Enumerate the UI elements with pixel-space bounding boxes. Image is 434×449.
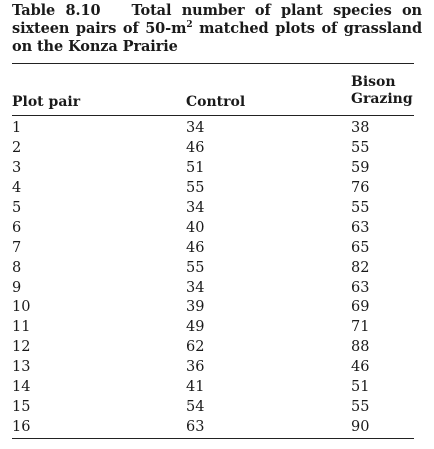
cell-control: 39	[186, 299, 205, 316]
cell-bison-grazing: 59	[351, 159, 370, 176]
cell-plot-pair: 4	[12, 179, 22, 196]
cell-plot-pair: 11	[12, 319, 31, 336]
cell-control: 34	[186, 199, 205, 216]
cell-bison-grazing: 63	[351, 219, 370, 236]
cell-control: 40	[186, 219, 205, 236]
cell-control: 34	[186, 279, 205, 296]
cell-control: 62	[186, 339, 205, 356]
cell-control: 46	[186, 239, 205, 256]
table-row	[12, 199, 414, 219]
header-bison-grazing	[351, 74, 413, 108]
cell-plot-pair: 5	[12, 199, 22, 216]
cell-bison-grazing: 55	[351, 399, 370, 416]
header-bison-line1: Bison	[351, 74, 396, 90]
cell-control: 55	[186, 259, 205, 276]
cell-bison-grazing: 69	[351, 299, 370, 316]
cell-plot-pair: 3	[12, 159, 22, 176]
cell-plot-pair: 16	[12, 419, 31, 436]
cell-plot-pair: 15	[12, 399, 31, 416]
cell-control: 55	[186, 179, 205, 196]
cell-bison-grazing: 51	[351, 379, 370, 396]
table-row	[12, 358, 414, 378]
cell-bison-grazing: 46	[351, 359, 370, 376]
header-plot-pair: Plot pair	[12, 94, 81, 110]
cell-control: 46	[186, 139, 205, 156]
table-row	[12, 418, 414, 438]
cell-plot-pair: 9	[12, 279, 22, 296]
table-row	[12, 239, 414, 259]
cell-control: 41	[186, 379, 205, 396]
cell-bison-grazing: 38	[351, 120, 370, 136]
cell-bison-grazing: 88	[351, 339, 370, 356]
cell-bison-grazing: 76	[351, 179, 370, 196]
top-rule	[12, 63, 414, 64]
cell-plot-pair: 2	[12, 139, 22, 156]
cell-plot-pair: 6	[12, 219, 22, 236]
table-body	[12, 119, 414, 438]
table-row	[12, 219, 414, 239]
cell-bison-grazing: 65	[351, 239, 370, 256]
table-row	[12, 259, 414, 279]
bottom-rule	[12, 438, 414, 439]
cell-bison-grazing: 63	[351, 279, 370, 296]
cell-plot-pair: 8	[12, 259, 22, 276]
cell-control: 51	[186, 159, 205, 176]
table-row	[12, 159, 414, 179]
cell-bison-grazing: 55	[351, 199, 370, 216]
table-row	[12, 279, 414, 299]
cell-control: 49	[186, 319, 205, 336]
table-row	[12, 119, 414, 139]
table-row	[12, 139, 414, 159]
table-row	[12, 298, 414, 318]
cell-plot-pair: 13	[12, 359, 31, 376]
cell-bison-grazing: 82	[351, 259, 370, 276]
cell-control: 34	[186, 120, 205, 136]
caption-text: Total number of plant species on sixteen pairs of 50-m	[12, 2, 422, 37]
cell-plot-pair: 12	[12, 339, 31, 356]
table-number: Table 8.10	[12, 2, 101, 19]
table-row	[12, 338, 414, 358]
table-row	[12, 398, 414, 418]
header-bison-line2: Grazing	[351, 91, 413, 107]
cell-control: 63	[186, 419, 205, 436]
header-control: Control	[186, 94, 246, 110]
cell-bison-grazing: 71	[351, 319, 370, 336]
table-caption	[12, 2, 422, 56]
cell-plot-pair: 14	[12, 379, 31, 396]
table-row	[12, 318, 414, 338]
cell-plot-pair: 7	[12, 239, 22, 256]
cell-bison-grazing: 55	[351, 139, 370, 156]
header-rule	[12, 115, 414, 116]
table-row	[12, 179, 414, 199]
caption-superscript: 2	[186, 20, 193, 31]
caption-suffix: matched plots of grassland on the Konza Prairie	[12, 20, 422, 55]
cell-control: 54	[186, 399, 205, 416]
cell-plot-pair: 10	[12, 299, 31, 316]
table-row	[12, 378, 414, 398]
cell-bison-grazing: 90	[351, 419, 370, 436]
cell-control: 36	[186, 359, 205, 376]
cell-plot-pair: 1	[12, 120, 22, 136]
